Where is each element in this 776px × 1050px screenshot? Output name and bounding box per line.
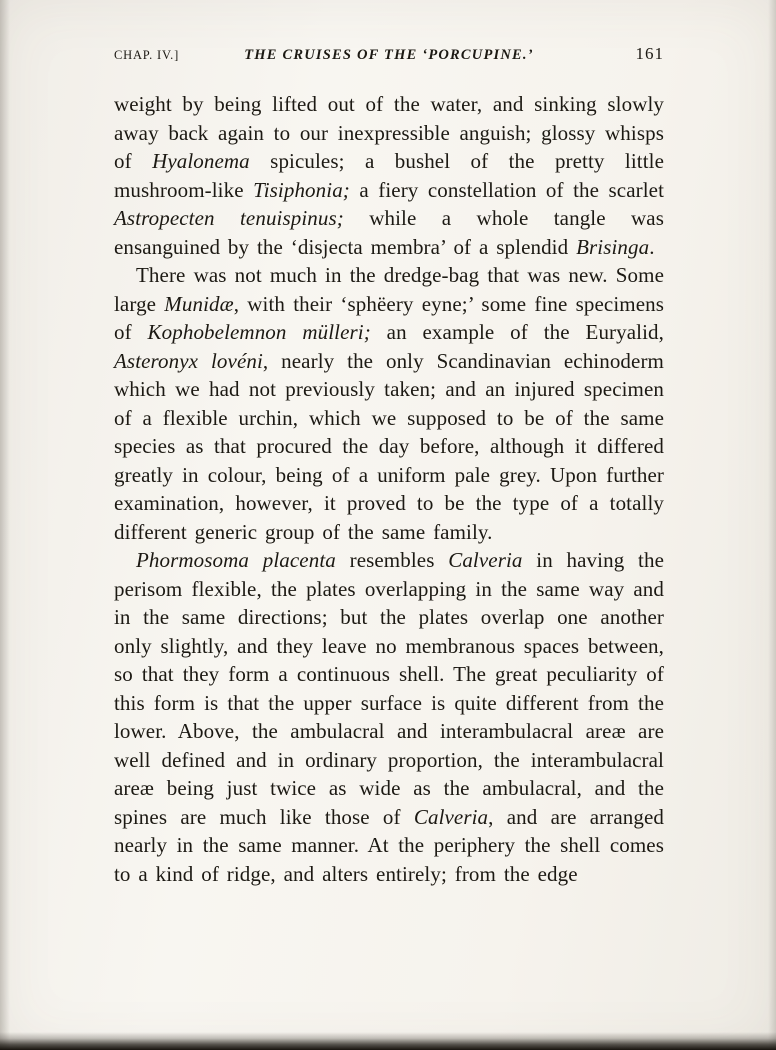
text-run: There was not much in the dredge-bag that was new. Some large [114,263,664,316]
chapter-label: CHAP. IV.] [114,48,180,62]
paragraph [114,261,664,546]
text-run: , with their ‘sphëery eyne;’ some fine specimens of [114,291,664,344]
text-run: spicules; a bushel of the pretty little mushroom-like [114,149,665,202]
species-name: Brisinga [576,234,650,259]
species-name: Tisiphonia; [253,177,350,202]
text-run: in having the perisom flexible, the plates overlapping in the same way and in the same directions; but the plates overlap one another only slightly, and they leave no membranous spaces between, so that they form a continuous shell. The great peculiarity of this form is that the upper surface is quite different from the lower. Above, the ambulacral and interambulacral areæ are well defined and in ordinary proportion, the interambulacral areæ being just twice as wide as the ambulacral, and the spines are much like those of [114,548,664,829]
paragraph [114,90,664,261]
text-run: , and are arranged nearly in the same manner. At the periphery the shell comes to a kind of ridge, and alters entirely; from the edge [114,804,664,886]
species-name: Asteronyx lovéni [114,348,263,373]
species-name: Calveria [448,548,523,572]
page-body [114,90,664,888]
page-number: 161 [635,44,664,63]
page-header [114,44,664,64]
text-run: weight by being lifted out of the water, and sinking slowly away back again to our inexpressible anguish; glossy whisps of [114,92,664,173]
text-run: . [649,234,655,259]
text-run: while a whole tangle was ensanguined by the ‘disjecta membra’ of a splendid [114,206,664,259]
scan-edge-left [0,0,10,1050]
species-name: Kophobelemnon mülleri; [147,320,371,344]
scan-edge-right [768,0,776,1050]
text-run: a fiery constellation of the scarlet [349,177,665,202]
text-run: , nearly the only Scandinavian echinoderm which we had not previously taken; and an injured specimen of a flexible urchin, which we supposed to be of the same species as that procured the day before, although it differed greatly in colour, being of a uniform pale grey. Upon further examination, however, it proved to be the type of a totally different generic group of the same family. [114,348,664,544]
page-content [114,44,664,888]
species-name: Astropecten tenuispinus; [114,206,344,230]
species-name: Phormosoma placenta [136,548,336,572]
species-name: Hyalonema [152,149,250,173]
text-run: an example of the Euryalid, [370,320,664,344]
scan-shadow-bottom [0,1032,776,1050]
running-title: THE CRUISES OF THE ‘PORCUPINE.’ [244,47,534,63]
species-name: Munidæ [164,291,234,316]
text-run: resembles [335,548,449,572]
species-name: Calveria [413,804,489,829]
paragraph [114,546,664,888]
